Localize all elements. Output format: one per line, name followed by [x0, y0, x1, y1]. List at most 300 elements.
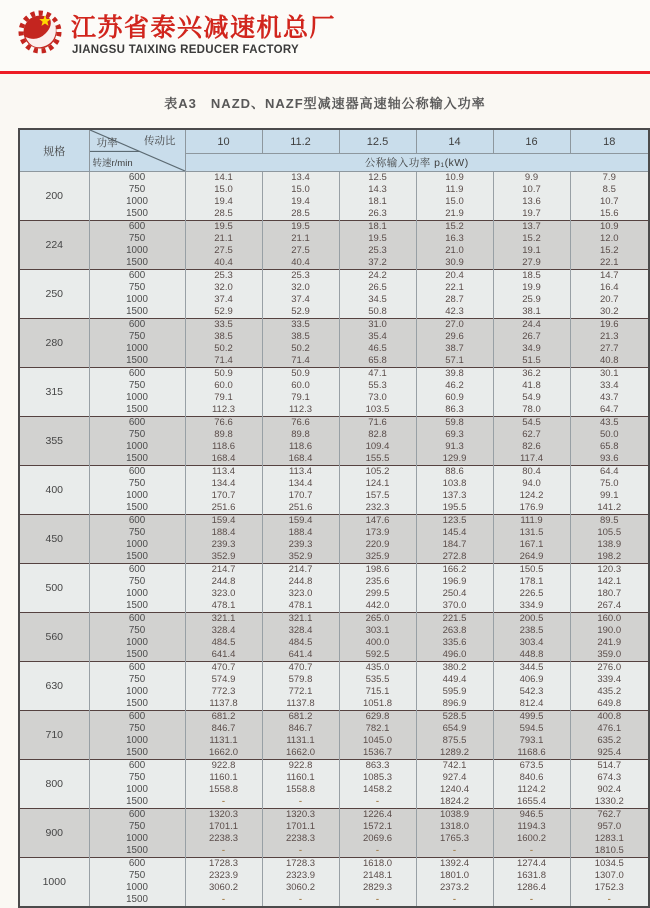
- power-value-cell: 37.4: [185, 294, 262, 306]
- power-value-cell: 875.5: [416, 735, 493, 747]
- speed-cell: 1000: [89, 637, 185, 649]
- power-value-cell: 1701.1: [185, 821, 262, 833]
- ratio-header-cell: 11.2: [262, 129, 339, 154]
- power-value-cell: 62.7: [493, 429, 570, 441]
- spec-cell: 224: [19, 221, 89, 270]
- power-value-cell: 46.5: [339, 343, 416, 355]
- power-value-cell: 113.4: [262, 466, 339, 479]
- power-value-cell: 159.4: [185, 515, 262, 528]
- speed-cell: 1500: [89, 747, 185, 760]
- corner-power-label: 功率: [96, 137, 118, 149]
- spec-cell: 900: [19, 809, 89, 858]
- table-row: [19, 306, 649, 319]
- power-value-cell: 24.2: [339, 270, 416, 283]
- power-value-cell: 321.1: [185, 613, 262, 626]
- power-value-cell: 478.1: [185, 600, 262, 613]
- power-value-cell: 244.8: [262, 576, 339, 588]
- power-value-cell: 1662.0: [185, 747, 262, 760]
- power-value-cell: 12.0: [570, 233, 649, 245]
- power-value-cell: 21.9: [416, 208, 493, 221]
- power-value-cell: -: [416, 845, 493, 858]
- power-value-cell: 32.0: [262, 282, 339, 294]
- power-value-cell: 496.0: [416, 649, 493, 662]
- table-row: [19, 662, 649, 675]
- power-value-cell: 673.5: [493, 760, 570, 773]
- speed-cell: 600: [89, 172, 185, 185]
- power-value-cell: 170.7: [185, 490, 262, 502]
- power-value-cell: 2069.6: [339, 833, 416, 845]
- power-value-cell: 681.2: [262, 711, 339, 724]
- speed-cell: 1000: [89, 294, 185, 306]
- power-value-cell: 1728.3: [185, 858, 262, 871]
- table-row: [19, 784, 649, 796]
- power-value-cell: 1318.0: [416, 821, 493, 833]
- power-value-cell: -: [262, 796, 339, 809]
- power-value-cell: 105.5: [570, 527, 649, 539]
- power-value-cell: -: [339, 845, 416, 858]
- speed-cell: 600: [89, 711, 185, 724]
- power-value-cell: 1662.0: [262, 747, 339, 760]
- table-row: [19, 625, 649, 637]
- power-value-cell: 65.8: [339, 355, 416, 368]
- table-row: [19, 870, 649, 882]
- power-value-cell: 16.3: [416, 233, 493, 245]
- power-value-cell: 42.3: [416, 306, 493, 319]
- speed-cell: 750: [89, 380, 185, 392]
- power-value-cell: 303.4: [493, 637, 570, 649]
- power-value-cell: 19.5: [339, 233, 416, 245]
- power-value-cell: 715.1: [339, 686, 416, 698]
- power-value-cell: 579.8: [262, 674, 339, 686]
- power-value-cell: 595.9: [416, 686, 493, 698]
- power-value-cell: 1137.8: [262, 698, 339, 711]
- power-value-cell: 39.8: [416, 368, 493, 381]
- power-value-cell: 435.0: [339, 662, 416, 675]
- power-value-cell: 79.1: [185, 392, 262, 404]
- power-value-cell: 8.5: [570, 184, 649, 196]
- power-value-cell: 198.2: [570, 551, 649, 564]
- table-row: [19, 723, 649, 735]
- table-row: [19, 576, 649, 588]
- power-value-cell: 1194.3: [493, 821, 570, 833]
- speed-cell: 750: [89, 723, 185, 735]
- power-value-cell: 793.1: [493, 735, 570, 747]
- power-value-cell: 37.2: [339, 257, 416, 270]
- power-value-cell: 478.1: [262, 600, 339, 613]
- power-value-cell: 2148.1: [339, 870, 416, 882]
- ratio-header-cell: 10: [185, 129, 262, 154]
- power-value-cell: 134.4: [262, 478, 339, 490]
- table-row: [19, 894, 649, 907]
- power-value-cell: 1600.2: [493, 833, 570, 845]
- power-value-cell: 846.7: [185, 723, 262, 735]
- power-value-cell: 43.5: [570, 417, 649, 430]
- power-value-cell: 2323.9: [262, 870, 339, 882]
- power-value-cell: 232.3: [339, 502, 416, 515]
- power-value-cell: -: [185, 894, 262, 907]
- power-value-cell: 1137.8: [185, 698, 262, 711]
- table-row: [19, 368, 649, 381]
- power-value-cell: 138.9: [570, 539, 649, 551]
- power-value-cell: 93.6: [570, 453, 649, 466]
- power-value-cell: 629.8: [339, 711, 416, 724]
- power-value-cell: 263.8: [416, 625, 493, 637]
- power-value-cell: 449.4: [416, 674, 493, 686]
- speed-cell: 600: [89, 662, 185, 675]
- power-value-cell: 27.0: [416, 319, 493, 332]
- table-row: [19, 649, 649, 662]
- power-value-cell: 13.6: [493, 196, 570, 208]
- speed-cell: 1500: [89, 453, 185, 466]
- power-value-cell: 86.3: [416, 404, 493, 417]
- power-value-cell: 15.2: [493, 233, 570, 245]
- table-row: [19, 821, 649, 833]
- spec-cell: 1000: [19, 858, 89, 908]
- power-value-cell: 1320.3: [185, 809, 262, 822]
- power-value-cell: 323.0: [262, 588, 339, 600]
- table-row: [19, 747, 649, 760]
- power-value-cell: 14.3: [339, 184, 416, 196]
- power-value-cell: 10.9: [570, 221, 649, 234]
- table-row: [19, 441, 649, 453]
- power-value-cell: 54.9: [493, 392, 570, 404]
- power-value-cell: 59.8: [416, 417, 493, 430]
- table-row: [19, 833, 649, 845]
- power-value-cell: 267.4: [570, 600, 649, 613]
- power-value-cell: 60.0: [262, 380, 339, 392]
- power-value-cell: 15.0: [185, 184, 262, 196]
- power-value-cell: 221.5: [416, 613, 493, 626]
- power-value-cell: 448.8: [493, 649, 570, 662]
- table-row: [19, 355, 649, 368]
- power-value-cell: 150.5: [493, 564, 570, 577]
- power-value-cell: 250.4: [416, 588, 493, 600]
- speed-cell: 1000: [89, 392, 185, 404]
- power-value-cell: 109.4: [339, 441, 416, 453]
- power-value-cell: 1801.0: [416, 870, 493, 882]
- power-table-head: [19, 129, 649, 172]
- power-value-cell: -: [416, 894, 493, 907]
- speed-cell: 750: [89, 527, 185, 539]
- power-value-cell: 782.1: [339, 723, 416, 735]
- power-value-cell: -: [493, 894, 570, 907]
- power-value-cell: 55.3: [339, 380, 416, 392]
- power-value-cell: 846.7: [262, 723, 339, 735]
- power-value-cell: 38.5: [185, 331, 262, 343]
- speed-cell: 1000: [89, 245, 185, 257]
- power-value-cell: 27.9: [493, 257, 570, 270]
- table-row: [19, 845, 649, 858]
- power-value-cell: 71.4: [262, 355, 339, 368]
- power-value-cell: 50.8: [339, 306, 416, 319]
- table-row: [19, 637, 649, 649]
- table-row: [19, 478, 649, 490]
- power-value-cell: 155.5: [339, 453, 416, 466]
- table-row: [19, 404, 649, 417]
- power-value-cell: 674.3: [570, 772, 649, 784]
- speed-cell: 750: [89, 233, 185, 245]
- power-value-cell: 1051.8: [339, 698, 416, 711]
- power-value-cell: 82.6: [493, 441, 570, 453]
- power-value-cell: -: [339, 796, 416, 809]
- speed-cell: 1500: [89, 502, 185, 515]
- power-value-cell: 226.5: [493, 588, 570, 600]
- table-row: [19, 564, 649, 577]
- power-value-cell: 91.3: [416, 441, 493, 453]
- speed-cell: 1000: [89, 588, 185, 600]
- power-value-cell: 1320.3: [262, 809, 339, 822]
- power-value-cell: 902.4: [570, 784, 649, 796]
- power-value-cell: 542.3: [493, 686, 570, 698]
- power-value-cell: 195.5: [416, 502, 493, 515]
- power-value-cell: 50.2: [262, 343, 339, 355]
- power-value-cell: 946.5: [493, 809, 570, 822]
- speed-cell: 600: [89, 270, 185, 283]
- power-value-cell: 235.6: [339, 576, 416, 588]
- power-value-cell: 681.2: [185, 711, 262, 724]
- power-value-cell: 1038.9: [416, 809, 493, 822]
- power-value-cell: 1572.1: [339, 821, 416, 833]
- power-value-cell: 1728.3: [262, 858, 339, 871]
- power-value-cell: 145.4: [416, 527, 493, 539]
- power-value-cell: 470.7: [185, 662, 262, 675]
- power-value-cell: 328.4: [185, 625, 262, 637]
- power-value-cell: 21.1: [262, 233, 339, 245]
- power-value-cell: 528.5: [416, 711, 493, 724]
- power-value-cell: 641.4: [262, 649, 339, 662]
- power-value-cell: 112.3: [262, 404, 339, 417]
- speed-cell: 600: [89, 809, 185, 822]
- power-value-cell: -: [570, 894, 649, 907]
- speed-cell: 600: [89, 564, 185, 577]
- power-value-cell: 1631.8: [493, 870, 570, 882]
- table-row: [19, 331, 649, 343]
- power-value-cell: 88.6: [416, 466, 493, 479]
- power-value-cell: 166.2: [416, 564, 493, 577]
- table-row: [19, 551, 649, 564]
- power-value-cell: 352.9: [262, 551, 339, 564]
- power-value-cell: 184.7: [416, 539, 493, 551]
- power-value-cell: 190.0: [570, 625, 649, 637]
- power-value-cell: 103.8: [416, 478, 493, 490]
- power-value-cell: 94.0: [493, 478, 570, 490]
- power-value-cell: 1286.4: [493, 882, 570, 894]
- power-value-cell: -: [262, 894, 339, 907]
- power-value-cell: 14.1: [185, 172, 262, 185]
- power-value-cell: 594.5: [493, 723, 570, 735]
- power-value-cell: 352.9: [185, 551, 262, 564]
- power-value-cell: 111.9: [493, 515, 570, 528]
- power-value-cell: 1085.3: [339, 772, 416, 784]
- ratio-header-cell: 16: [493, 129, 570, 154]
- speed-cell: 1500: [89, 698, 185, 711]
- power-value-cell: 7.9: [570, 172, 649, 185]
- power-value-cell: 159.4: [262, 515, 339, 528]
- speed-cell: 1500: [89, 796, 185, 809]
- speed-cell: 600: [89, 760, 185, 773]
- speed-cell: 600: [89, 466, 185, 479]
- power-value-cell: 10.7: [493, 184, 570, 196]
- power-value-cell: 9.9: [493, 172, 570, 185]
- speed-cell: 1500: [89, 257, 185, 270]
- table-row: [19, 686, 649, 698]
- power-value-cell: 60.9: [416, 392, 493, 404]
- power-value-cell: 762.7: [570, 809, 649, 822]
- power-value-cell: 40.4: [262, 257, 339, 270]
- power-value-cell: 65.8: [570, 441, 649, 453]
- power-value-cell: 400.8: [570, 711, 649, 724]
- power-value-cell: 1392.4: [416, 858, 493, 871]
- spec-cell: 400: [19, 466, 89, 515]
- power-value-cell: 19.9: [493, 282, 570, 294]
- speed-cell: 1000: [89, 539, 185, 551]
- speed-cell: 1000: [89, 833, 185, 845]
- power-value-cell: 1618.0: [339, 858, 416, 871]
- power-value-cell: 15.0: [416, 196, 493, 208]
- power-value-cell: 50.2: [185, 343, 262, 355]
- table-row: [19, 809, 649, 822]
- power-value-cell: 19.4: [262, 196, 339, 208]
- speed-cell: 750: [89, 576, 185, 588]
- power-value-cell: 82.8: [339, 429, 416, 441]
- power-value-cell: 484.5: [185, 637, 262, 649]
- power-value-cell: 19.6: [570, 319, 649, 332]
- table-row: [19, 772, 649, 784]
- power-value-cell: 18.1: [339, 221, 416, 234]
- power-value-cell: 19.5: [262, 221, 339, 234]
- power-value-cell: 238.5: [493, 625, 570, 637]
- power-value-cell: 10.7: [570, 196, 649, 208]
- power-value-cell: 50.9: [262, 368, 339, 381]
- power-value-cell: 957.0: [570, 821, 649, 833]
- power-value-cell: 168.4: [262, 453, 339, 466]
- table-row: [19, 257, 649, 270]
- power-value-cell: 178.1: [493, 576, 570, 588]
- power-value-cell: 27.5: [185, 245, 262, 257]
- power-value-cell: 22.1: [570, 257, 649, 270]
- power-value-cell: 1307.0: [570, 870, 649, 882]
- speed-cell: 1000: [89, 196, 185, 208]
- table-row: [19, 735, 649, 747]
- power-value-cell: 43.7: [570, 392, 649, 404]
- power-value-cell: 1536.7: [339, 747, 416, 760]
- speed-cell: 1500: [89, 600, 185, 613]
- power-value-cell: 103.5: [339, 404, 416, 417]
- power-value-cell: 14.7: [570, 270, 649, 283]
- power-value-cell: 2829.3: [339, 882, 416, 894]
- power-value-cell: 167.1: [493, 539, 570, 551]
- power-value-cell: 442.0: [339, 600, 416, 613]
- power-value-cell: 251.6: [185, 502, 262, 515]
- power-value-cell: 38.5: [262, 331, 339, 343]
- power-value-cell: 922.8: [185, 760, 262, 773]
- power-value-cell: 50.0: [570, 429, 649, 441]
- power-value-cell: 535.5: [339, 674, 416, 686]
- power-value-cell: 15.2: [570, 245, 649, 257]
- power-value-cell: 476.1: [570, 723, 649, 735]
- speed-cell: 750: [89, 625, 185, 637]
- spec-cell: 560: [19, 613, 89, 662]
- power-value-cell: 1752.3: [570, 882, 649, 894]
- table-row: [19, 172, 649, 185]
- power-value-cell: 214.7: [185, 564, 262, 577]
- table-row: [19, 613, 649, 626]
- power-value-cell: 3060.2: [262, 882, 339, 894]
- power-value-cell: 76.6: [262, 417, 339, 430]
- power-value-cell: 33.5: [185, 319, 262, 332]
- speed-cell: 750: [89, 429, 185, 441]
- power-value-cell: 922.8: [262, 760, 339, 773]
- power-value-cell: 75.0: [570, 478, 649, 490]
- power-value-cell: 435.2: [570, 686, 649, 698]
- speed-cell: 1500: [89, 649, 185, 662]
- power-value-cell: 1160.1: [185, 772, 262, 784]
- power-value-cell: 13.4: [262, 172, 339, 185]
- speed-cell: 750: [89, 478, 185, 490]
- power-value-cell: 40.4: [185, 257, 262, 270]
- power-value-cell: 196.9: [416, 576, 493, 588]
- power-value-cell: 137.3: [416, 490, 493, 502]
- table-row: [19, 527, 649, 539]
- power-value-cell: 2238.3: [185, 833, 262, 845]
- power-value-cell: 33.4: [570, 380, 649, 392]
- table-row: [19, 502, 649, 515]
- power-value-cell: 73.0: [339, 392, 416, 404]
- power-value-cell: -: [262, 845, 339, 858]
- spec-cell: 200: [19, 172, 89, 221]
- power-value-cell: 323.0: [185, 588, 262, 600]
- power-value-cell: 157.5: [339, 490, 416, 502]
- power-value-cell: 15.2: [416, 221, 493, 234]
- speed-cell: 1000: [89, 343, 185, 355]
- power-value-cell: 840.6: [493, 772, 570, 784]
- power-value-cell: 1810.5: [570, 845, 649, 858]
- power-value-cell: 29.6: [416, 331, 493, 343]
- power-value-cell: 19.7: [493, 208, 570, 221]
- speed-cell: 1000: [89, 441, 185, 453]
- power-value-cell: 896.9: [416, 698, 493, 711]
- power-value-cell: 25.3: [262, 270, 339, 283]
- power-value-cell: 1124.2: [493, 784, 570, 796]
- power-value-cell: 214.7: [262, 564, 339, 577]
- speed-cell: 750: [89, 870, 185, 882]
- power-value-cell: 38.1: [493, 306, 570, 319]
- table-row: [19, 343, 649, 355]
- power-value-cell: 173.9: [339, 527, 416, 539]
- power-value-cell: 276.0: [570, 662, 649, 675]
- power-value-cell: 1131.1: [262, 735, 339, 747]
- table-row: [19, 711, 649, 724]
- power-value-cell: 40.8: [570, 355, 649, 368]
- speed-cell: 1000: [89, 882, 185, 894]
- power-value-cell: 1701.1: [262, 821, 339, 833]
- table-row: [19, 184, 649, 196]
- speed-cell: 750: [89, 331, 185, 343]
- power-value-cell: 142.1: [570, 576, 649, 588]
- table-row: [19, 417, 649, 430]
- power-value-cell: 176.9: [493, 502, 570, 515]
- table-row: [19, 380, 649, 392]
- power-value-cell: 244.8: [185, 576, 262, 588]
- power-value-cell: 303.1: [339, 625, 416, 637]
- power-value-cell: 79.1: [262, 392, 339, 404]
- speed-cell: 750: [89, 282, 185, 294]
- power-value-cell: 47.1: [339, 368, 416, 381]
- power-value-cell: 27.7: [570, 343, 649, 355]
- table-row: [19, 760, 649, 773]
- power-value-cell: 188.4: [185, 527, 262, 539]
- power-value-cell: 89.8: [262, 429, 339, 441]
